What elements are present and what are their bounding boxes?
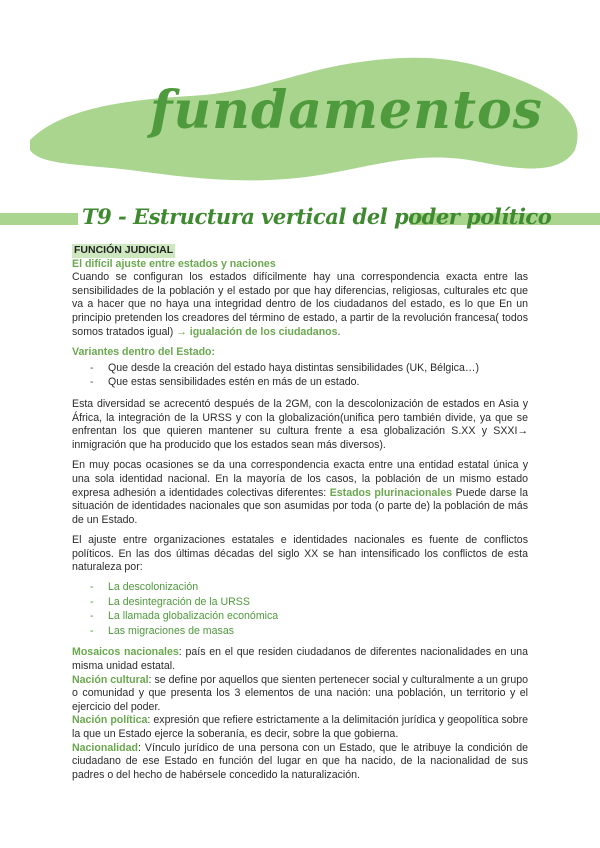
variantes-heading: Variantes dentro del Estado: xyxy=(72,346,216,359)
definition-text: : expresión que refiere estrictamente a la delimitación jurídica y geopolítica sobre la que un Estado ejerce la soberanía, es decir, sobre la que gobierna. xyxy=(72,714,528,740)
definition-term: Nación cultural xyxy=(72,673,149,686)
definition-mosaicos xyxy=(72,646,528,673)
section-label: FUNCIÓN JUDICIAL xyxy=(74,244,174,256)
definition-nacion-cultural xyxy=(72,674,528,715)
list-item: - La descolonización xyxy=(72,581,528,595)
definition-term: Nación política xyxy=(72,714,148,727)
definition-text: : Vínculo jurídico de una persona con un Estado, que le atribuye la condición de ciudadano de ese Estado en función del lugar en que ha nacido, de la nacionalidad de sus padres o del hecho de habérsele concedido la naturalización. xyxy=(72,741,528,781)
subtitle-bar-left xyxy=(0,213,78,225)
conflicts-list xyxy=(72,581,528,638)
definition-term: Nacionalidad xyxy=(72,741,138,754)
intro-line-1: Cuando se configuran los estados difícilmente hay una correspondencia exacta entre las sensibilidades de la población y el estado por que hay diferencias, religiosas, culturales etc que va a hacer que no haya una integridad dentro de los ciudadanos del estado, es lo que xyxy=(72,271,528,311)
list-item: - Las migraciones de masas xyxy=(72,625,528,639)
definition-text: : se define por aquellos que sienten pertenecer social y culturalmente a un grupo o comunidad y que presenta los 3 elementos de una nación: una población, un territorio y el ejercicio del poder. xyxy=(72,673,528,713)
list-item: - La desintegración de la URSS xyxy=(72,596,528,610)
list-item: - La llamada globalización económica xyxy=(72,610,528,624)
definition-nacionalidad xyxy=(72,742,528,783)
intro-paragraph xyxy=(72,271,528,339)
document-body xyxy=(72,244,528,782)
intro-end: . xyxy=(337,325,341,338)
paragraph-conflicts: El ajuste entre organizaciones estatales e identidades nacionales es fuente de conflictos políticos. En las dos últimas décadas del siglo XX se han intensificado los conflictos de esta naturaleza por: xyxy=(72,534,528,574)
page-title: fundamentos xyxy=(150,80,543,141)
variantes-list xyxy=(72,362,528,390)
list-item: - Que estas sensibilidades estén en más de un estado. xyxy=(72,376,528,390)
intro-highlight: → igualación de los ciudadanos xyxy=(176,325,338,338)
p2-text-a: En muy pocas ocasiones se da una correspondencia exacta entre una entidad estatal única y una sola identidad nacional. En la mayoría de los casos, la población de un mismo estado expresa adhesión a identidades colectivas diferentes: xyxy=(72,459,528,499)
definition-term: Mosaicos nacionales xyxy=(72,646,179,659)
definition-text: : país en el que residen ciudadanos de diferentes nacionalidades en una misma unidad estatal. xyxy=(72,646,528,673)
p2-text-b: Puede darse la situación de identidades nacionales que son asumidas por toda (o parte de) la población de más de un Estado. xyxy=(72,486,528,526)
topic-subtitle: T9 - Estructura vertical del poder político xyxy=(82,204,552,229)
intro-line-2: En un principio pretenden los creadores del término de estado, a partir de la revolución francesa( todos somos tratados igual) xyxy=(72,298,528,338)
section-heading: El difícil ajuste entre estados y naciones xyxy=(72,257,276,270)
list-item: - Que desde la creación del estado haya distintas sensibilidades (UK, Bélgica…) xyxy=(72,362,528,376)
definition-nacion-politica xyxy=(72,714,528,741)
paragraph-plurinational xyxy=(72,459,528,527)
p2-term: Estados plurinacionales xyxy=(329,486,453,499)
paragraph-diversity: Esta diversidad se acrecentó después de la 2GM, con la descolonización de estados en Asia y África, la integración de la URSS y con la globalización(unifica pero también divide, ya que se enfrentan los que quieren mantener su cultura frente a esa globalización S.XX y SXXI→ inmigración que ha producido que los estados sean más diversos). xyxy=(72,397,528,451)
